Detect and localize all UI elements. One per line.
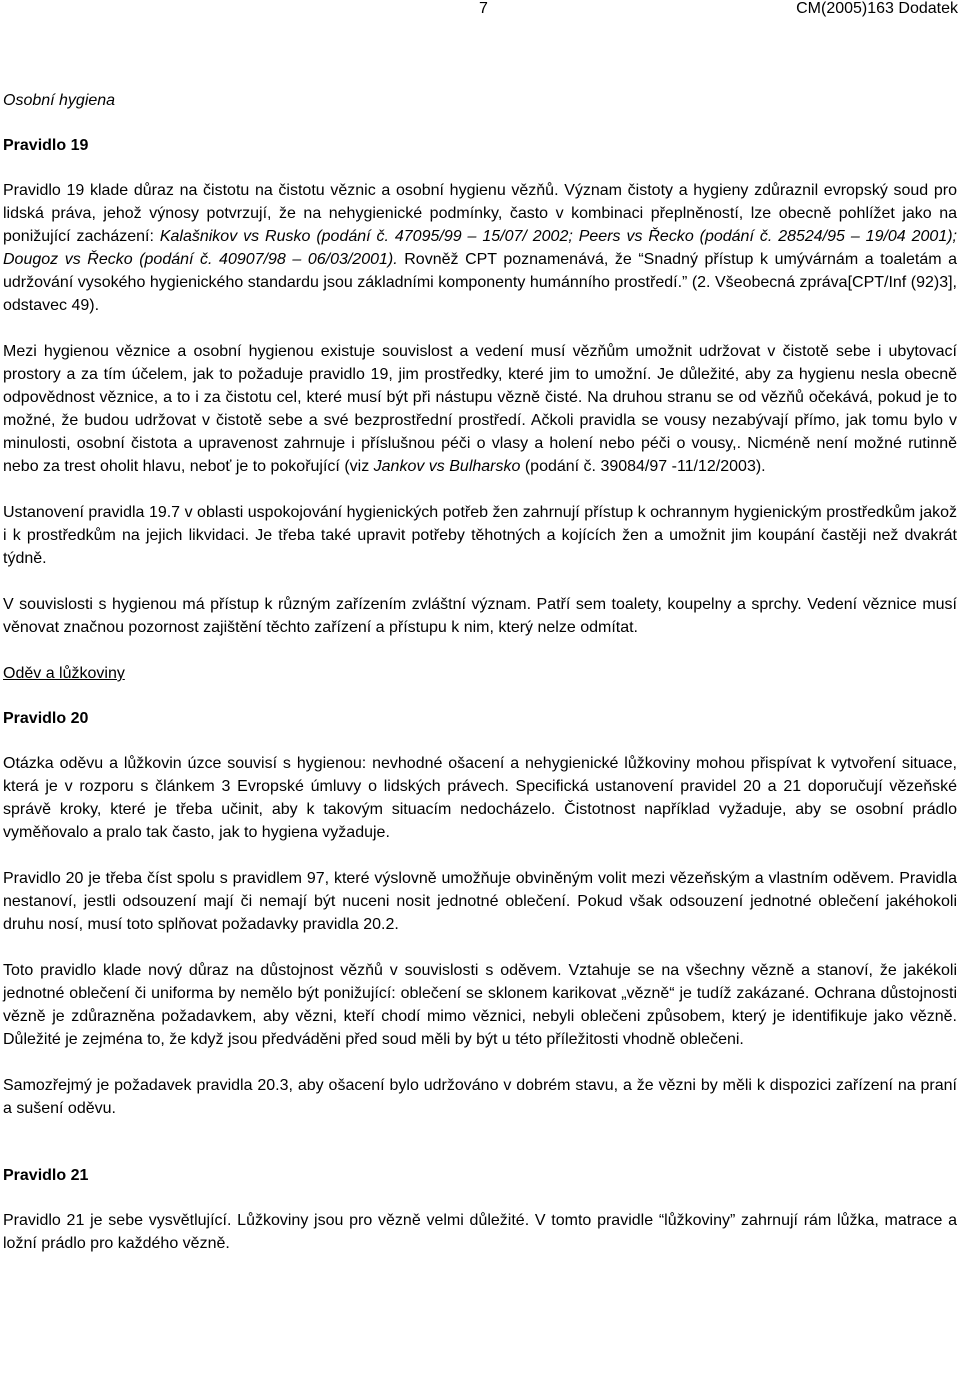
paragraph-rule-19-intro (3, 179, 957, 317)
paragraph-rule-19-7: Ustanovení pravidla 19.7 v oblasti uspokojování hygienických potřeb žen zahrnují přístup k ochrannym hygienickým prostředkům jakož i k prostředkům na jejich likvidaci. Je třeba také upravit potřeby těhotných a kojících žen a umožnit jim koupání častěji než dvakrát týdně. (3, 504, 957, 567)
rule-21-heading: Pravidlo 21 (3, 1167, 89, 1184)
rule-20-heading: Pravidlo 20 (3, 710, 89, 727)
page-number: 7 (479, 0, 488, 17)
case-citation: Jankov vs Bulharsko (373, 458, 521, 475)
case-citations: Kalašnikov vs Rusko (podání č. 47095/99 – 15/07/ 2002; Peers vs Řecko (podání č. 28524/95 – 19/04 2001); Dougoz vs Řecko (podání č. 40907/98 – 06/03/2001). (3, 228, 957, 268)
paragraph-text: Mezi hygienou věznice a osobní hygienou existuje souvislost a vedení musí vězňům umožnit udržovat v čistotě sebe i ubytovací prostory a za tím účelem, jak to požaduje pravidlo 19, jim prostředky, které jim to umožní. Je důležité, aby za hygienu nesla obecně odpovědnost věznice, a to i za čistotu cel, které musí být při nástupu vězně čisté. Na druhou stranu se od vězňů očekává, pokud je to možné, že budou udržovat v čistotě sebe a své bezprostřední prostředí. Ačkoli pravidla se vousy nezabývají přímo, jak tomu bylo v minulosti, osobní čistota a upravenost zahrnuje i příslušnou péči o vlasy a holení nebo péči o vousy,. Nicméně není možné rutinně nebo za trest oholit hlavu, neboť je to pokořující (viz (3, 343, 957, 475)
paragraph-text: Pravidlo 19 klade důraz na čistotu na čistotu věznic a osobní hygienu vězňů. Význam čistoty a hygieny zdůraznil evropský soud pro lidská práva, jehož výnosy potvrzují, že na nehygienické podmínky, často v kombinaci přeplněností, lze obecně pohlížet jako na ponižující zacházení: (3, 182, 957, 245)
section-heading-personal-hygiene: Osobní hygiena (3, 92, 116, 109)
paragraph-prison-hygiene (3, 340, 957, 478)
document-reference: CM(2005)163 Dodatek (796, 0, 958, 17)
paragraph-dignity: Toto pravidlo klade nový důraz na důstojnost vězňů v souvislosti s oděvem. Vztahuje se na všechny vězně a stanoví, že jakékoli jednotné oblečení či uniforma by nemělo být ponižující: oblečení se sklonem karikovat „vězně“ je tudíž zakázané. Ochrana důstojnosti vězně je zdůrazněna požadavkem, aby vězni, kteří chodí mimo věznici, nebyli oblečeni způsobem, který je identifikuje jako vězně. Důležité je zejména to, že když jsou předváděni před soud měli by být u této příležitosti vhodně oblečeni. (3, 962, 957, 1048)
paragraph-facilities: V souvislosti s hygienou má přístup k různým zařízením zvláštní význam. Patří sem toalety, koupelny a sprchy. Vedení věznice musí věnovat značnou pozornost zajištění těchto zařízení a přístupu k nim, který nelze odmítat. (3, 596, 957, 636)
rule-19-heading: Pravidlo 19 (3, 137, 89, 154)
paragraph-rule-21: Pravidlo 21 je sebe vysvětlující. Lůžkoviny jsou pro vězně velmi důležité. V tomto pravidle “lůžkoviny” zahrnují rám lůžka, matrace a ložní prádlo pro každého vězně. (3, 1212, 957, 1252)
paragraph-rule-20-97: Pravidlo 20 je třeba číst spolu s pravidlem 97, které výslovně umožňuje obviněným volit mezi vězeňským a vlastním oděvem. Pravidla nestanoví, jestli odsouzení mají či nemají být nuceni nosit jednotné oblečení. Pokud však odsouzení jednotné oblečení jakéhokoli druhu nosí, musí toto splňovat požadavky pravidla 20.2. (3, 870, 957, 933)
paragraph-text: Rovněž CPT poznamenává, že “Snadný přístup k umývárnám a toaletám a udržování vysokého hygienického standardu jsou základními komponenty humánního prostředí.” (2. Všeobecná zpráva[CPT/Inf (92)3], odstavec 49). (3, 251, 958, 314)
paragraph-clothing-hygiene: Otázka oděvu a lůžkovin úzce souvisí s hygienou: nevhodné ošacení a nehygienické lůžkoviny mohou přispívat k vytvoření situace, která je v rozporu s článkem 3 Evropské úmluvy o lidských právech. Specifická ustanovení pravidel 20 a 21 doporučují vězeňské správě kroky, které je třeba učinit, aby k takovým situacím nedocházelo. Čistotnost například vyžaduje, aby se osobní prádlo vyměňovalo a pralo tak často, jak to hygiena vyžaduje. (3, 755, 957, 841)
page-header (0, 0, 960, 22)
paragraph-text: (podání č. 39084/97 -11/12/2003). (520, 458, 766, 475)
section-heading-clothing-bedding: Oděv a lůžkoviny (3, 665, 125, 682)
document-body (3, 89, 957, 1278)
paragraph-rule-20-3: Samozřejmý je požadavek pravidla 20.3, aby ošacení bylo udržováno v dobrém stavu, a že vězni by měli k dispozici zařízení na praní a sušení oděvu. (3, 1077, 957, 1117)
